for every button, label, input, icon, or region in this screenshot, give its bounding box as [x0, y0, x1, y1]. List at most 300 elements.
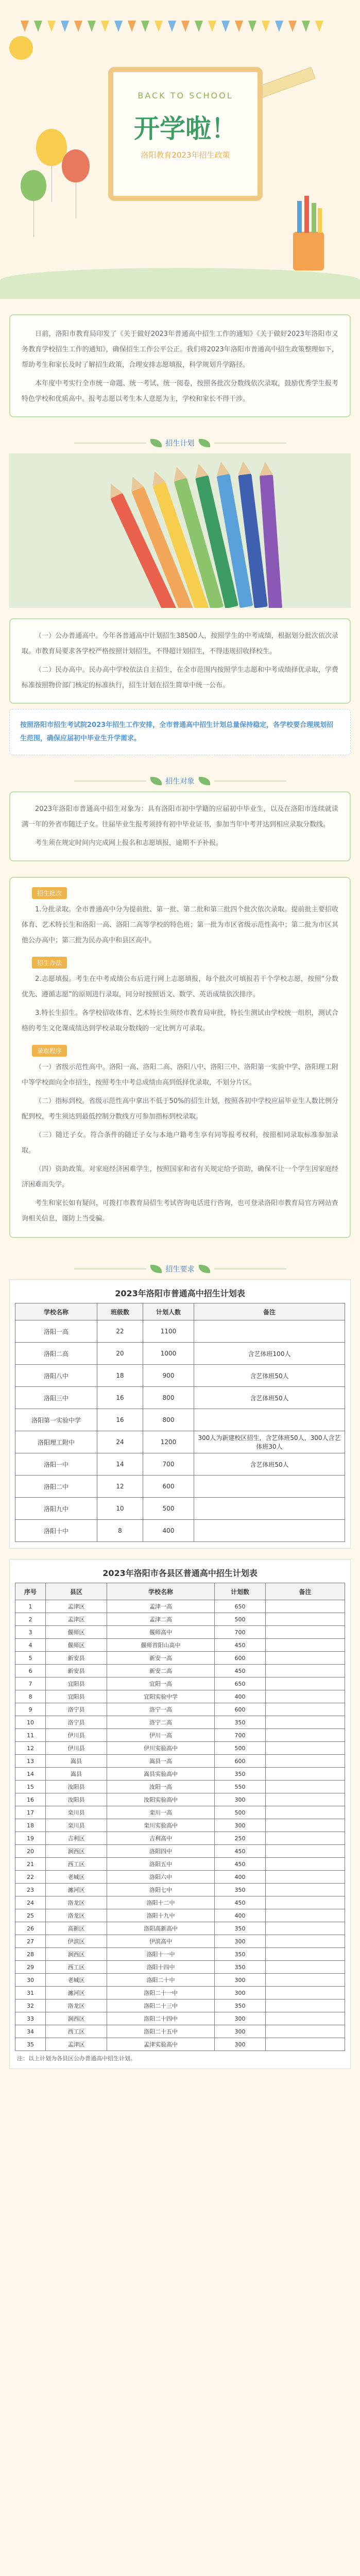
table-row	[15, 1768, 345, 1781]
table-row	[15, 1974, 345, 1987]
table-cell: 偃师高中	[107, 1626, 215, 1639]
table-cell: 13	[15, 1755, 46, 1768]
table-cell: 350	[215, 1716, 266, 1729]
section-header-requirements	[0, 1259, 360, 1279]
table-cell: 6	[15, 1665, 46, 1677]
table-cell: 伊川实验高中	[107, 1742, 215, 1755]
table-row	[15, 1639, 345, 1652]
table-cell: 洛龙区	[46, 1999, 107, 2012]
table-cell: 洛阳六中	[107, 1871, 215, 1884]
table-cell: 新安一高	[107, 1652, 215, 1665]
table-cell: 500	[143, 1498, 194, 1520]
table-cell: 350	[215, 1884, 266, 1896]
table-cell: 350	[215, 1999, 266, 2012]
table-cell: 偃师区	[46, 1639, 107, 1652]
table-cell	[266, 1703, 345, 1716]
divider	[214, 781, 286, 782]
table-cell: 孟津实验高中	[107, 2038, 215, 2051]
table-cell: 瀍河区	[46, 1884, 107, 1896]
table-cell	[266, 1652, 345, 1665]
table-cell: 西工区	[46, 2025, 107, 2038]
table-row	[15, 1806, 345, 1819]
section-title: 招生对象	[165, 777, 195, 786]
table-cell: 350	[215, 1948, 266, 1961]
table-cell: 老城区	[46, 1974, 107, 1987]
leaf-icon	[150, 777, 162, 785]
sub-heading-tag: 招生批次	[32, 887, 67, 899]
table-cell: 洛阳九中	[15, 1498, 97, 1520]
table-cell: 洛宁一高	[107, 1703, 215, 1716]
table-cell: 洛阳五中	[107, 1858, 215, 1871]
table-cell: 涧西区	[46, 1845, 107, 1858]
page-subtitle: 洛阳教育2023年招生政策	[141, 150, 230, 160]
table-cell	[266, 2038, 345, 2051]
table-cell: 29	[15, 1961, 46, 1974]
table-cell	[266, 1716, 345, 1729]
hero-banner	[0, 0, 360, 299]
divider	[74, 1268, 146, 1269]
table-footnote: 注：以上计划为各县区公办普通高中招生计划。	[17, 2055, 136, 2062]
balloon-icon	[21, 170, 46, 201]
notice-band	[9, 709, 351, 755]
table-row	[15, 1716, 345, 1729]
table-row	[15, 1742, 345, 1755]
table-cell: 700	[215, 1729, 266, 1742]
table-cell: 洛宁二高	[107, 1716, 215, 1729]
table-cell: 9	[15, 1703, 46, 1716]
table-cell: 14	[15, 1768, 46, 1781]
table-cell: 洛阳十一中	[107, 1948, 215, 1961]
county-plan-table	[15, 1583, 345, 2051]
table-row	[15, 1320, 345, 1343]
section3-card	[9, 877, 351, 1238]
table-cell: 1000	[143, 1343, 194, 1365]
table-cell: 16	[97, 1387, 143, 1409]
table-cell: 孟津区	[46, 2038, 107, 2051]
table-cell: 400	[143, 1520, 194, 1542]
table-cell: 洛阳四中	[107, 1845, 215, 1858]
table-cell: 洛阳理工附中	[15, 1431, 97, 1453]
table-row	[15, 1948, 345, 1961]
table-cell: 洛阳十四中	[107, 1961, 215, 1974]
table-cell	[194, 1476, 345, 1498]
table-cell: 洛阳一中	[15, 1453, 97, 1476]
table-cell: 含艺体班50人	[194, 1365, 345, 1387]
table-cell	[266, 1600, 345, 1613]
table-cell: 含艺体班100人	[194, 1343, 345, 1365]
table-cell	[266, 2025, 345, 2038]
table-cell: 3	[15, 1626, 46, 1639]
table-row	[15, 1703, 345, 1716]
table-cell: 27	[15, 1935, 46, 1948]
section-title: 招生要求	[165, 1265, 195, 1274]
table-cell: 700	[215, 1626, 266, 1639]
section-title: 招生计划	[165, 439, 195, 448]
table-cell: 偃师区	[46, 1626, 107, 1639]
table-cell: 300	[215, 1935, 266, 1948]
table-cell: 800	[143, 1409, 194, 1431]
table-cell: 汝阳一高	[107, 1781, 215, 1793]
table-cell: 汝阳实验高中	[107, 1793, 215, 1806]
column-header: 学校名称	[15, 1303, 97, 1320]
table-title: 2023年洛阳市各县区普通高中招生计划表	[102, 1568, 258, 1578]
table-cell: 20	[97, 1343, 143, 1365]
table-cell: 400	[215, 1871, 266, 1884]
table-cell: 17	[15, 1806, 46, 1819]
table-cell: 宜阳县	[46, 1690, 107, 1703]
column-header: 学校名称	[107, 1583, 215, 1600]
body-paragraph: （三）随迁子女。符合条件的随迁子女与本地户籍考生享有同等报考权利，按照相同录取标准参加录取。	[22, 1131, 338, 1155]
table-cell	[266, 1742, 345, 1755]
table-cell: 600	[215, 1652, 266, 1665]
table-cell: 洛阳二十一中	[107, 1987, 215, 1999]
table-cell: 300	[215, 2025, 266, 2038]
grass-decoration	[0, 268, 360, 299]
table-cell	[266, 1768, 345, 1781]
table-cell: 500	[215, 1806, 266, 1819]
table-cell: 650	[215, 1600, 266, 1613]
table-cell: 汝阳县	[46, 1793, 107, 1806]
table-cell	[266, 1884, 345, 1896]
table-cell: 洛阳第一实验中学	[15, 1409, 97, 1431]
table-cell	[266, 1639, 345, 1652]
table-cell	[266, 2012, 345, 2025]
table-cell: 22	[15, 1871, 46, 1884]
table-cell: 伊滨区	[46, 1935, 107, 1948]
table1-card	[9, 1279, 351, 1549]
table-cell	[266, 1677, 345, 1690]
table-cell: 伊川一高	[107, 1729, 215, 1742]
body-paragraph: 3.特长生招生。各学校招收体育、艺术特长生须经市教育局审批，特长生测试由学校统一组织，测试合格的考生文化课成绩达到学校录取分数线的一定比例方可录取。	[22, 1009, 338, 1032]
table-cell: 650	[215, 1677, 266, 1690]
table-row	[15, 1922, 345, 1935]
table-row	[15, 1652, 345, 1665]
enrollment-plan-table	[15, 1303, 345, 1542]
table-row	[15, 1431, 345, 1453]
table-cell: 伊川县	[46, 1742, 107, 1755]
section1-card	[9, 618, 351, 704]
table-cell: 10	[15, 1716, 46, 1729]
table-row	[15, 1896, 345, 1909]
table-cell: 350	[215, 1922, 266, 1935]
table-row	[15, 1832, 345, 1845]
table-cell: 洛阳十二中	[107, 1896, 215, 1909]
sun-icon	[9, 36, 33, 60]
table-cell: 栾川县	[46, 1819, 107, 1832]
table-row	[15, 1600, 345, 1613]
table-row	[15, 1729, 345, 1742]
table-cell: 宜阳实验中学	[107, 1690, 215, 1703]
table-row	[15, 1819, 345, 1832]
table-row	[15, 1987, 345, 1999]
table-cell	[194, 1498, 345, 1520]
section-header-plan	[0, 433, 360, 453]
table-cell: 500	[215, 1742, 266, 1755]
table-cell: 孟津二高	[107, 1613, 215, 1626]
table-cell: 450	[215, 1896, 266, 1909]
divider	[214, 443, 286, 444]
table-cell: 350	[215, 1768, 266, 1781]
table-cell: 10	[97, 1498, 143, 1520]
page-title: 开学啦！	[134, 114, 237, 144]
table-cell: 23	[15, 1884, 46, 1896]
table-cell: 24	[15, 1896, 46, 1909]
table-cell: 900	[143, 1365, 194, 1387]
table-cell: 伊滨高中	[107, 1935, 215, 1948]
table-cell	[266, 1871, 345, 1884]
table-cell: 8	[15, 1690, 46, 1703]
table-cell: 洛阳二十四中	[107, 2012, 215, 2025]
table-row	[15, 1365, 345, 1387]
table-cell: 西工区	[46, 1858, 107, 1871]
bunting-decoration	[21, 21, 340, 36]
table-cell: 含艺体班50人	[194, 1453, 345, 1476]
table-cell: 600	[215, 1703, 266, 1716]
table-cell	[194, 1520, 345, 1542]
table-cell: 22	[97, 1320, 143, 1343]
table-cell: 8	[97, 1520, 143, 1542]
leaf-icon	[199, 777, 210, 785]
table-cell: 栾川县	[46, 1806, 107, 1819]
table-cell: 洛阳高新高中	[107, 1922, 215, 1935]
table-row	[15, 1884, 345, 1896]
table2-card	[9, 1559, 351, 2069]
table-cell: 15	[15, 1781, 46, 1793]
table-cell: 偃师首阳山高中	[107, 1639, 215, 1652]
table-cell: 350	[215, 1961, 266, 1974]
table-cell: 涧西区	[46, 2012, 107, 2025]
title-board	[77, 57, 283, 211]
table-cell	[266, 1613, 345, 1626]
table-cell	[266, 1690, 345, 1703]
table-cell	[266, 1858, 345, 1871]
table-cell: 洛阳二十三中	[107, 1999, 215, 2012]
table-cell: 300	[215, 1793, 266, 1806]
table-cell	[266, 1935, 345, 1948]
table-cell: 嵩县	[46, 1768, 107, 1781]
table-cell: 4	[15, 1639, 46, 1652]
table-cell: 孟津一高	[107, 1600, 215, 1613]
body-paragraph: 考生须在规定时间内完成网上报名和志愿填报，逾期不予补报。	[35, 839, 223, 847]
column-header: 计划人数	[143, 1303, 194, 1320]
table-cell: 300人为新建校区招生，含艺体班50人，300人含艺体班30人	[194, 1431, 345, 1453]
table-row	[15, 1520, 345, 1542]
table-cell	[266, 1845, 345, 1858]
table-cell	[266, 1999, 345, 2012]
table-row	[15, 1343, 345, 1365]
table-cell: 35	[15, 2038, 46, 2051]
table-cell: 洛阳七中	[107, 1884, 215, 1896]
table-cell: 新安县	[46, 1665, 107, 1677]
table-cell: 33	[15, 2012, 46, 2025]
table-cell	[266, 1819, 345, 1832]
table-cell: 300	[215, 2012, 266, 2025]
table-cell: 28	[15, 1948, 46, 1961]
sub-heading-tag: 招生办法	[32, 957, 67, 969]
pencil-cup-icon	[278, 196, 339, 273]
table-cell: 栾川一高	[107, 1806, 215, 1819]
column-header: 备注	[266, 1583, 345, 1600]
table-cell: 新安二高	[107, 1665, 215, 1677]
table-cell: 12	[97, 1476, 143, 1498]
table-cell: 34	[15, 2025, 46, 2038]
table-row	[15, 1999, 345, 2012]
intro-card	[9, 314, 351, 417]
table-cell	[266, 1729, 345, 1742]
sub-heading-tag: 录取程序	[32, 1045, 67, 1057]
table-cell: 涧西区	[46, 1948, 107, 1961]
intro-paragraph: 日前，洛阳市教育局印发了《关于做好2023年普通高中招生工作的通知》《关于做好2023年洛阳市义务教育学校招生工作的通知》，确保招生工作公平公正。我们将2023年洛阳市普通高中招生政策整理如下，帮助考生和家长及时了解招生政策，合理安排志愿填报，科学规划升学路径。	[22, 330, 338, 369]
section-header-targets	[0, 771, 360, 791]
table-cell: 400	[215, 1909, 266, 1922]
table-cell: 瀍河区	[46, 1987, 107, 1999]
table-row	[15, 1453, 345, 1476]
table-cell: 洛龙区	[46, 1896, 107, 1909]
table-row	[15, 2025, 345, 2038]
table-cell: 嵩县实验高中	[107, 1768, 215, 1781]
table-cell	[194, 1320, 345, 1343]
divider	[74, 781, 146, 782]
table-row	[15, 1845, 345, 1858]
table-cell: 800	[143, 1387, 194, 1409]
table-cell: 31	[15, 1987, 46, 1999]
body-paragraph: 考生和家长如有疑问，可拨打市教育局招生考试咨询电话进行咨询，也可登录洛阳市教育局官方网站查询相关信息，谨防上当受骗。	[22, 1199, 338, 1223]
table-cell: 600	[215, 1755, 266, 1768]
table-cell	[266, 1755, 345, 1768]
table-cell: 洛阳二十五中	[107, 2025, 215, 2038]
table-cell: 18	[97, 1365, 143, 1387]
table-cell: 吉利区	[46, 1832, 107, 1845]
table-cell: 汝阳县	[46, 1781, 107, 1793]
table-cell: 高新区	[46, 1922, 107, 1935]
table-row	[15, 1476, 345, 1498]
table-cell: 16	[15, 1793, 46, 1806]
leaf-icon	[150, 1265, 162, 1273]
table-cell: 嵩县一高	[107, 1755, 215, 1768]
table-cell	[266, 1922, 345, 1935]
intro-paragraph: 本年度中考实行全市统一命题、统一考试、统一阅卷，按照各批次分数线依次录取，鼓励优秀学生报考特色学校和优质高中。报考志愿以考生本人意愿为主，学校和家长不得干涉。	[22, 380, 338, 403]
table-cell	[266, 1832, 345, 1845]
column-header: 班级数	[97, 1303, 143, 1320]
body-paragraph: （四）资助政策。对家庭经济困难学生，按照国家和省有关规定给予资助，确保不让一个学生因家庭经济困难而失学。	[22, 1165, 338, 1189]
table-cell: 7	[15, 1677, 46, 1690]
table-cell: 1200	[143, 1431, 194, 1453]
table-cell: 孟津区	[46, 1613, 107, 1626]
table-row	[15, 1498, 345, 1520]
table-cell: 洛阳八中	[15, 1365, 97, 1387]
table-cell: 5	[15, 1652, 46, 1665]
leaf-icon	[199, 439, 210, 447]
table-row	[15, 1690, 345, 1703]
table-cell: 孟津区	[46, 1600, 107, 1613]
table-cell: 西工区	[46, 1961, 107, 1974]
table-cell: 洛阳一高	[15, 1320, 97, 1343]
table-cell	[266, 1781, 345, 1793]
body-paragraph: （二）指标到校。省级示范性高中拿出不低于50%的招生计划，按照各初中学校应届毕业生人数比例分配到校，考生须达到最低控制分数线方可参加指标到校录取。	[22, 1097, 338, 1121]
table-row	[15, 1935, 345, 1948]
table-title: 2023年洛阳市普通高中招生计划表	[115, 1289, 245, 1298]
table-row	[15, 1613, 345, 1626]
table-cell: 24	[97, 1431, 143, 1453]
table-cell	[266, 1665, 345, 1677]
table-cell	[266, 1793, 345, 1806]
table-cell: 300	[215, 2038, 266, 2051]
table-cell: 500	[215, 1613, 266, 1626]
back-to-school-kicker: BACK TO SCHOOL	[138, 91, 233, 100]
table-cell: 洛阳十中	[15, 1520, 97, 1542]
body-paragraph: （一）公办普通高中。今年各普通高中计划招生38500人，按照学生的中考成绩，根据划分批次依次录取。市教育局要求各学校严格按照计划招生，不得超计划招生，不得违规招收择校生。	[22, 632, 338, 655]
table-row	[15, 1871, 345, 1884]
table-cell: 洛宁县	[46, 1703, 107, 1716]
column-header: 县区	[46, 1583, 107, 1600]
table-cell: 洛阳十九中	[107, 1909, 215, 1922]
table-row	[15, 2012, 345, 2025]
notice-text: 按照洛阳市招生考试院2023年招生工作安排，全市普通高中招生计划总量保持稳定，各学校要合理规划招生范围，确保应届初中毕业生升学需求。	[20, 721, 334, 742]
table-cell: 600	[143, 1476, 194, 1498]
table-cell: 洛宁县	[46, 1716, 107, 1729]
table-cell: 450	[215, 1858, 266, 1871]
table-cell: 洛阳二高	[15, 1343, 97, 1365]
table-cell: 300	[215, 1974, 266, 1987]
table-cell	[266, 1987, 345, 1999]
table-cell: 300	[215, 1987, 266, 1999]
table-cell: 20	[15, 1845, 46, 1858]
body-paragraph: 2.志愿填报。考生在中考成绩公布后进行网上志愿填报，每个批次可填报若干个学校志愿，按照“分数优先、遵循志愿”的原则进行录取，同分时按照语文、数学、英语成绩依次排序。	[22, 975, 338, 998]
colored-pencils-image	[9, 453, 351, 608]
table-cell: 550	[215, 1781, 266, 1793]
table-cell	[266, 1974, 345, 1987]
table-cell	[266, 1948, 345, 1961]
table-cell: 含艺体班50人	[194, 1387, 345, 1409]
table-cell: 吉利高中	[107, 1832, 215, 1845]
table-row	[15, 1781, 345, 1793]
table-row	[15, 1677, 345, 1690]
table-cell: 450	[215, 1845, 266, 1858]
table-cell: 1	[15, 1600, 46, 1613]
section2-card	[9, 791, 351, 861]
table-cell: 30	[15, 1974, 46, 1987]
table-cell: 2	[15, 1613, 46, 1626]
table-cell: 300	[215, 1819, 266, 1832]
table-cell: 老城区	[46, 1871, 107, 1884]
table-row	[15, 1665, 345, 1677]
table-row	[15, 1387, 345, 1409]
table-cell: 25	[15, 1909, 46, 1922]
table-cell: 12	[15, 1742, 46, 1755]
table-cell: 宜阳县	[46, 1677, 107, 1690]
table-row	[15, 1626, 345, 1639]
table-cell: 32	[15, 1999, 46, 2012]
divider	[74, 443, 146, 444]
table-cell: 250	[215, 1832, 266, 1845]
body-paragraph: 2023年洛阳市普通高中招生对象为：具有洛阳市初中学籍的应届初中毕业生，以及在洛阳市连续就读满一年的外省市随迁子女。往届毕业生报考须持有初中毕业证书，参加当年中考并达到相应录取分数线。	[22, 805, 338, 828]
table-cell	[266, 1961, 345, 1974]
table-cell: 14	[97, 1453, 143, 1476]
table-cell: 伊川县	[46, 1729, 107, 1742]
table-row	[15, 1755, 345, 1768]
leaf-icon	[150, 439, 162, 447]
table-cell: 18	[15, 1819, 46, 1832]
table-cell: 450	[215, 1665, 266, 1677]
table-cell: 11	[15, 1729, 46, 1742]
divider	[214, 1268, 286, 1269]
table-cell: 洛龙区	[46, 1909, 107, 1922]
column-header: 备注	[194, 1303, 345, 1320]
table-row	[15, 1793, 345, 1806]
table-cell: 嵩县	[46, 1755, 107, 1768]
table-cell	[266, 1896, 345, 1909]
body-paragraph: 1.分批录取。全市普通高中分为提前批、第一批、第二批和第三批四个批次依次录取。提前批主要招收体育、艺术特长生和洛阳一高、洛阳二高等学校的特色班；第一批为市区省级示范性高中；第二批为市区其他公办高中；第三批为民办高中和县区高中。	[22, 906, 338, 944]
